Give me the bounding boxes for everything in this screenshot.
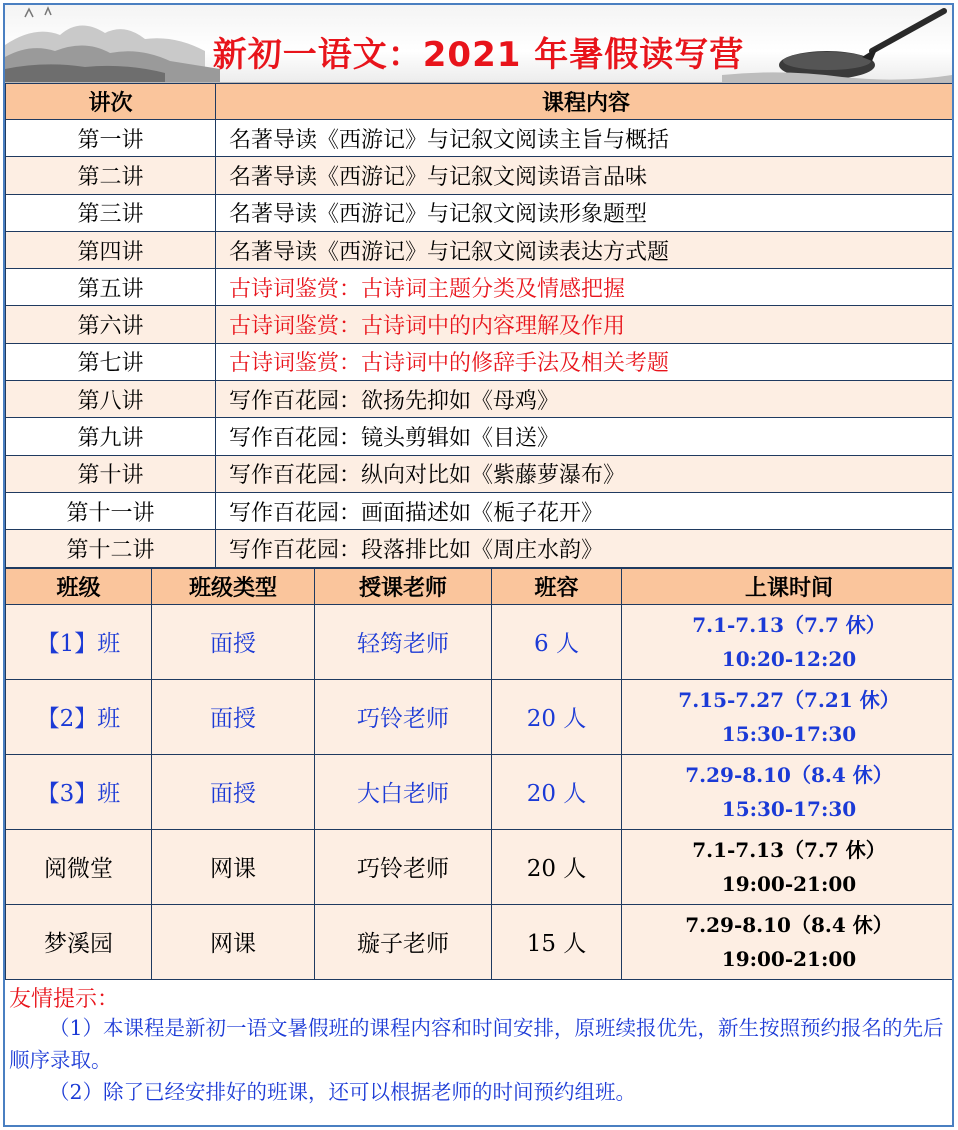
lecture-no: 第十一讲	[6, 492, 216, 529]
lecture-topic: 写作百花园：画面描述如《栀子花开》	[216, 492, 955, 529]
lecture-topic: 名著导读《西游记》与记叙文阅读主旨与概括	[216, 120, 955, 157]
schedule-sheet	[3, 3, 954, 1127]
class-capacity: 20 人	[492, 829, 622, 904]
class-header-row	[6, 568, 955, 604]
lecture-topic: 古诗词鉴赏：古诗词中的修辞手法及相关考题	[216, 343, 955, 380]
class-capacity: 20 人	[492, 754, 622, 829]
class-type: 面授	[152, 679, 315, 754]
lecture-topic: 写作百花园：纵向对比如《紫藤萝瀑布》	[216, 455, 955, 492]
class-type: 面授	[152, 604, 315, 679]
class-schedule	[622, 679, 955, 754]
class-capacity: 6 人	[492, 604, 622, 679]
lecture-topic: 古诗词鉴赏：古诗词主题分类及情感把握	[216, 269, 955, 306]
class-row	[6, 604, 955, 679]
class-type: 网课	[152, 904, 315, 979]
lecture-no: 第四讲	[6, 231, 216, 268]
class-time: 10:20-12:20	[721, 646, 857, 671]
lecture-row	[6, 530, 955, 567]
class-dates: 7.1-7.13（7.7 休）	[692, 612, 886, 637]
lecture-no: 第二讲	[6, 157, 216, 194]
class-type: 网课	[152, 829, 315, 904]
class-dates: 7.15-7.27（7.21 休）	[678, 687, 900, 712]
lecture-no: 第七讲	[6, 343, 216, 380]
lecture-no: 第十讲	[6, 455, 216, 492]
lecture-no: 第五讲	[6, 269, 216, 306]
capacity-header: 班容	[492, 568, 622, 604]
class-dates: 7.29-8.10（8.4 休）	[685, 762, 893, 787]
lecture-no: 第十二讲	[6, 530, 216, 567]
teacher-name: 轻筠老师	[315, 604, 492, 679]
ink-brush-illustration	[722, 5, 952, 83]
class-capacity: 20 人	[492, 679, 622, 754]
lecture-row	[6, 194, 955, 231]
class-time: 15:30-17:30	[721, 796, 857, 821]
teacher-header: 授课老师	[315, 568, 492, 604]
lecture-topic: 古诗词鉴赏：古诗词中的内容理解及作用	[216, 306, 955, 343]
class-capacity: 15 人	[492, 904, 622, 979]
class-type: 面授	[152, 754, 315, 829]
lecture-topic: 写作百花园：镜头剪辑如《目送》	[216, 418, 955, 455]
class-row	[6, 829, 955, 904]
tips-heading: 友情提示：	[9, 986, 120, 1012]
lecture-row	[6, 343, 955, 380]
lecture-topic: 名著导读《西游记》与记叙文阅读表达方式题	[216, 231, 955, 268]
lecture-row	[6, 455, 955, 492]
page-title: 新初一语文：2021 年暑假读写营	[212, 35, 745, 75]
teacher-name: 巧铃老师	[315, 829, 492, 904]
lecture-no: 第三讲	[6, 194, 216, 231]
class-name: 【2】班	[6, 679, 152, 754]
tip-item: （2）除了已经安排好的班课，还可以根据老师的时间预约组班。	[49, 1079, 637, 1104]
lecture-row	[6, 157, 955, 194]
class-time: 15:30-17:30	[721, 721, 857, 746]
lecture-row	[6, 269, 955, 306]
lecture-topic: 写作百花园：段落排比如《周庄水韵》	[216, 530, 955, 567]
class-schedule	[622, 829, 955, 904]
class-name: 【1】班	[6, 604, 152, 679]
class-schedule	[622, 604, 955, 679]
tip-item: （1）本课程是新初一语文暑假班的课程内容和时间安排，原班续报优先，新生按照预约报名的先后顺序录取。	[9, 1015, 944, 1072]
class-name: 【3】班	[6, 754, 152, 829]
class-row	[6, 679, 955, 754]
class-type-header: 班级类型	[152, 568, 315, 604]
class-row	[6, 754, 955, 829]
teacher-name: 大白老师	[315, 754, 492, 829]
class-table	[5, 568, 954, 980]
lecture-no: 第八讲	[6, 381, 216, 418]
lecture-table	[5, 83, 954, 568]
class-dates: 7.29-8.10（8.4 休）	[685, 912, 893, 937]
lecture-topic: 名著导读《西游记》与记叙文阅读形象题型	[216, 194, 955, 231]
class-row	[6, 904, 955, 979]
title-banner	[5, 5, 952, 83]
teacher-name: 璇子老师	[315, 904, 492, 979]
schedule-header: 上课时间	[622, 568, 955, 604]
lecture-row	[6, 306, 955, 343]
lecture-row	[6, 120, 955, 157]
tips-section	[5, 980, 952, 1108]
class-schedule	[622, 754, 955, 829]
teacher-name: 巧铃老师	[315, 679, 492, 754]
class-name: 阅微堂	[6, 829, 152, 904]
class-time: 19:00-21:00	[721, 871, 857, 896]
class-dates: 7.1-7.13（7.7 休）	[692, 837, 886, 862]
class-name: 梦溪园	[6, 904, 152, 979]
lecture-topic: 名著导读《西游记》与记叙文阅读语言品味	[216, 157, 955, 194]
lecture-no-header: 讲次	[6, 84, 216, 120]
lecture-header-row	[6, 84, 955, 120]
lecture-topic: 写作百花园：欲扬先抑如《母鸡》	[216, 381, 955, 418]
lecture-no: 第九讲	[6, 418, 216, 455]
lecture-row	[6, 418, 955, 455]
class-schedule	[622, 904, 955, 979]
lecture-row	[6, 381, 955, 418]
class-time: 19:00-21:00	[721, 946, 857, 971]
lecture-no: 第一讲	[6, 120, 216, 157]
lecture-row	[6, 231, 955, 268]
class-name-header: 班级	[6, 568, 152, 604]
lecture-no: 第六讲	[6, 306, 216, 343]
lecture-topic-header: 课程内容	[216, 84, 955, 120]
lecture-row	[6, 492, 955, 529]
